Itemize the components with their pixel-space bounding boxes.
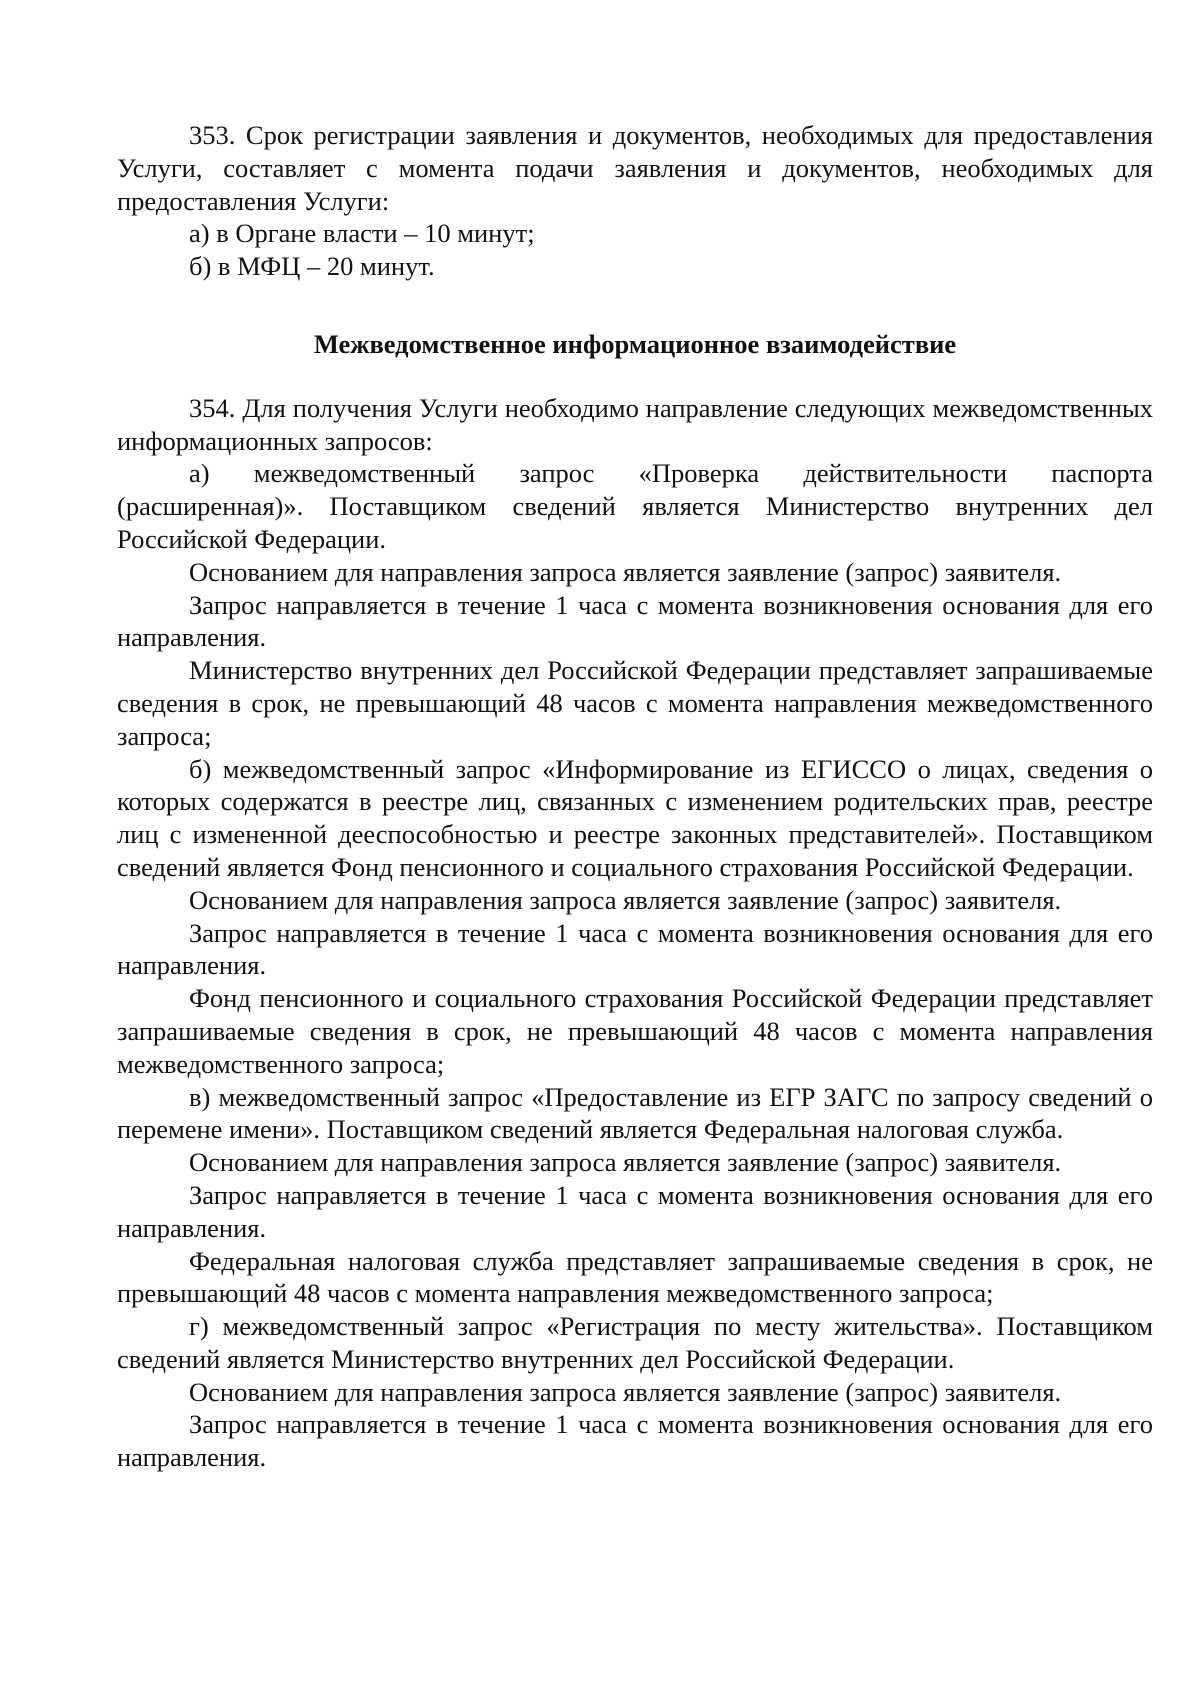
request-a-timing: Запрос направляется в течение 1 часа с момента возникновения основания для его направления.: [117, 589, 1153, 653]
paragraph-353: 353. Срок регистрации заявления и документов, необходимых для предоставления Услуги, составляет с момента подачи заявления и документов, необходимых для предоставления Услуги:: [117, 120, 1153, 216]
document-page: [117, 119, 1153, 1474]
request-b-timing: Запрос направляется в течение 1 часа с момента возникновения основания для его направления.: [117, 917, 1153, 981]
request-c-timing: Запрос направляется в течение 1 часа с момента возникновения основания для его направления.: [117, 1179, 1153, 1243]
spacer: [117, 361, 1153, 392]
request-b-basis: Основанием для направления запроса является заявление (запрос) заявителя.: [189, 884, 1062, 915]
paragraph-354: 354. Для получения Услуги необходимо направление следующих межведомственных информационных запросов:: [117, 392, 1153, 456]
request-b-response: Фонд пенсионного и социального страхования Российской Федерации представляет запрашиваемые сведения в срок, не превышающий 48 часов с момента направления межведомственного запроса;: [117, 983, 1153, 1079]
spacer: [117, 283, 1153, 328]
request-d-basis: Основанием для направления запроса является заявление (запрос) заявителя.: [189, 1376, 1062, 1407]
request-a-response: Министерство внутренних дел Российской Федерации представляет запрашиваемые сведения в срок, не превышающий 48 часов с момента направления межведомственного запроса;: [117, 655, 1153, 751]
request-c-basis: Основанием для направления запроса является заявление (запрос) заявителя.: [189, 1147, 1062, 1178]
request-a-basis: Основанием для направления запроса является заявление (запрос) заявителя.: [189, 556, 1062, 587]
paragraph-353-item-a: а) в Органе власти – 10 минут;: [189, 218, 535, 249]
paragraph-353-item-b: б) в МФЦ – 20 минут.: [189, 251, 435, 282]
section-heading: Межведомственное информационное взаимодействие: [313, 328, 957, 359]
request-d-timing: Запрос направляется в течение 1 часа с момента возникновения основания для его направления.: [117, 1409, 1153, 1473]
request-c-response: Федеральная налоговая служба представляет запрашиваемые сведения в срок, не превышающий 48 часов с момента направления межведомственного запроса;: [117, 1245, 1153, 1309]
request-b-item: б) межведомственный запрос «Информирование из ЕГИССО о лицах, сведения о которых содержатся в реестре лиц, связанных с изменением родительских прав, реестре лиц с измененной дееспособностью и реестре законных представителей». Поставщиком сведений является Фонд пенсионного и социального страхования Российской Федерации.: [117, 753, 1153, 882]
request-c-item: в) межведомственный запрос «Предоставление из ЕГР ЗАГС по запросу сведений о перемене имени». Поставщиком сведений является Федеральная налоговая служба.: [117, 1081, 1153, 1145]
request-a-item: а) межведомственный запрос «Проверка действительности паспорта (расширенная)». Поставщиком сведений является Министерство внутренних дел Российской Федерации.: [117, 458, 1153, 554]
request-d-item: г) межведомственный запрос «Регистрация по месту жительства». Поставщиком сведений является Министерство внутренних дел Российской Федерации.: [117, 1311, 1153, 1374]
